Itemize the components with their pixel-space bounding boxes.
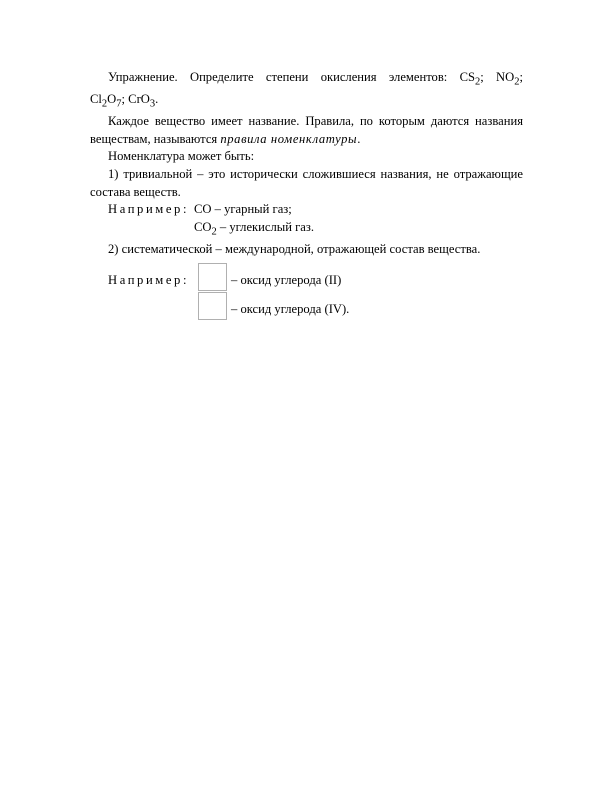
formula-box-co	[198, 263, 227, 291]
trivial-example-1	[90, 201, 523, 219]
systematic-example-label: Например:	[108, 273, 190, 288]
caption-carbon-oxide-ii: – оксид углерода (II)	[231, 273, 342, 288]
document-page	[90, 69, 523, 323]
trivial-example-label: Например:	[108, 202, 190, 217]
trivial-example-2	[90, 219, 523, 241]
trivial-example-co2: $CO_2$ – углекислый газ.	[194, 219, 315, 238]
exercise-text: Определите степени окисления элементов:	[189, 70, 448, 84]
nomenclature-term: правила номенклатуры	[220, 131, 358, 146]
exercise-line-2	[90, 91, 523, 113]
systematic-examples	[90, 263, 523, 323]
exercise-label: Упражнение.	[108, 70, 178, 84]
naming-text: Каждое вещество имеет название. Правила, по которым даются названия веществам, называются	[90, 114, 523, 146]
caption-carbon-oxide-iv: – оксид углерода (IV).	[231, 302, 350, 317]
systematic-paragraph: 2) систематической – международной, отражающей состав вещества.	[108, 241, 481, 256]
formula-cl2o7: $Cl_2O_7$;	[90, 92, 129, 110]
formula-box-co2	[198, 292, 227, 320]
trivial-paragraph: 1) тривиальной – это исторически сложившиеся названия, не отражающие состава веществ.	[90, 167, 523, 199]
naming-end: .	[357, 131, 361, 146]
formula-cro3: CrO$_3$.	[128, 92, 159, 110]
formula-cs2: $CS_2$;	[459, 70, 497, 88]
naming-paragraph	[90, 113, 523, 148]
formula-no2: $NO_2$;	[496, 70, 523, 88]
trivial-example-co: CO – угарный газ;	[194, 202, 292, 217]
nomenclature-intro: Номенклатура может быть:	[108, 149, 255, 164]
exercise-line	[90, 69, 523, 91]
